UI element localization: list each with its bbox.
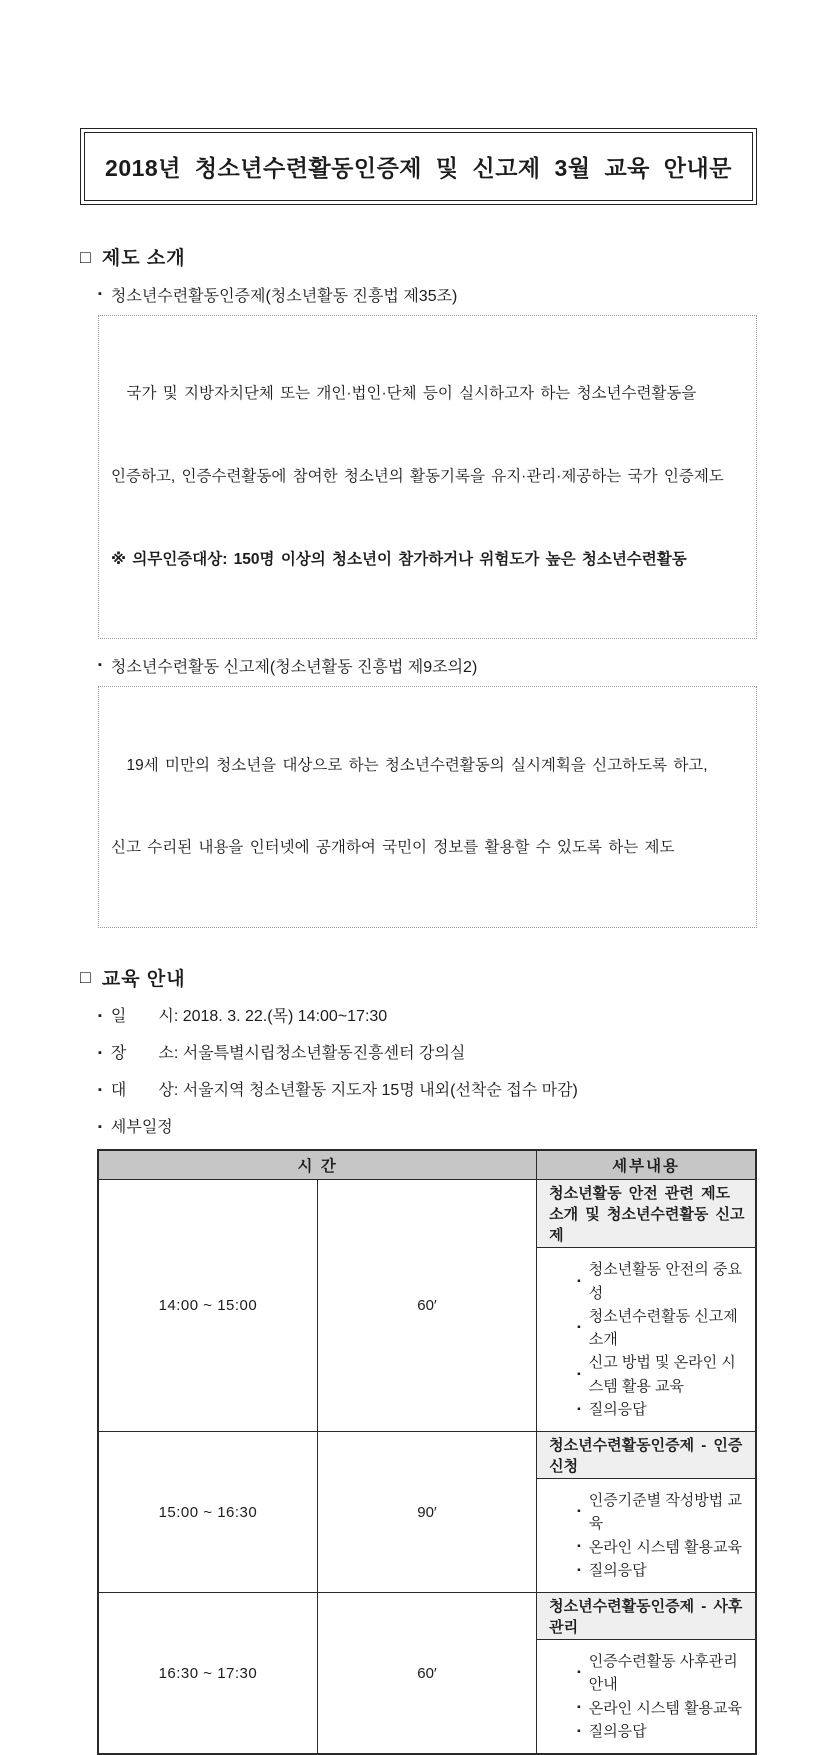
schedule-item-text: 질의응답 [588,1400,647,1418]
intro-section-heading-label: 제도 소개 [101,248,186,269]
title-box-inner [84,132,753,201]
document-title: 2018년 청소년수련활동인증제 및 신고제 3월 교육 안내문 [105,155,732,181]
square-bullet-icon: ▪ [577,1403,581,1415]
schedule-item [577,1305,749,1352]
schedule-item [577,1720,749,1743]
schedule-item-text: 청소년활동 안전의 중요성 [588,1261,742,1302]
info-box-line: 19세 미만의 청소년을 대상으로 하는 청소년수련활동의 실시계획을 신고하도록 하고, [111,756,708,774]
schedule-header-content: 세부내용 [537,1150,756,1180]
square-bullet-icon: ▪ [577,1322,581,1334]
education-detail-text: 장 소: 서울특별시립청소년활동진흥센터 강의실 [110,1044,466,1062]
education-detail-place [98,1040,757,1068]
square-bullet-icon: ▪ [577,1702,581,1714]
intro-item1-info-box [98,315,757,639]
square-bullet-icon: ▪ [577,1275,581,1287]
square-bullet-icon: ▪ [98,659,102,672]
schedule-row-3-content [537,1640,756,1755]
schedule-item-text: 온라인 시스템 활용교육 [588,1699,742,1717]
square-bullet-icon: ▪ [98,1084,102,1097]
education-section-heading-label: 교육 안내 [101,968,186,990]
schedule-row-1-title: 청소년활동 안전 관련 제도 소개 및 청소년수련활동 신고제 [537,1180,756,1248]
title-box [80,128,757,205]
schedule-item [577,1650,749,1697]
square-bullet-icon: ▪ [577,1725,581,1737]
intro-item2-label-line [98,654,757,677]
square-bullet-icon: ▪ [577,1541,581,1553]
info-box-line: 국가 및 지방자치단체 또는 개인·법인·단체 등이 실시하고자 하는 청소년수련활동을 [111,385,697,403]
schedule-item [577,1398,749,1421]
schedule-header-row [98,1150,756,1180]
schedule-row-3 [98,1593,756,1640]
square-bullet-icon: ▪ [98,288,102,300]
square-bullet-icon: ▪ [577,1506,581,1518]
education-detail-schedule-label [98,1114,757,1142]
info-box-line: 인증하고, 인증수련활동에 참여한 청소년의 활동기록을 유지·관리·제공하는 국가 인증제도 [111,467,724,485]
schedule-row-2 [98,1432,756,1479]
schedule-item-text: 질의응답 [588,1722,647,1740]
education-detail-text: 일 시: 2018. 3. 22.(목) 14:00~17:30 [110,1007,388,1025]
schedule-row-2-content [537,1479,756,1593]
square-bullet-icon: ▪ [98,1010,102,1023]
schedule-item [577,1559,749,1582]
schedule-item-text: 청소년수련활동 신고제 소개 [588,1307,738,1349]
schedule-item [577,1697,749,1720]
info-box-line: 신고 수리된 내용을 인터넷에 공개하여 국민이 정보를 활용할 수 있도록 하는 제도 [111,839,675,857]
square-bullet-icon: ▪ [577,1667,581,1679]
schedule-item-text: 온라인 시스템 활용교육 [588,1538,742,1556]
square-bullet-icon: ▪ [98,1121,102,1134]
schedule-row-1-content [537,1248,756,1432]
schedule-item [577,1489,749,1536]
schedule-item [577,1351,749,1398]
schedule-row-3-time: 16:30 ~ 17:30 [98,1593,317,1755]
schedule-row-2-time: 15:00 ~ 16:30 [98,1432,317,1593]
education-detail-text: 대 상: 서울지역 청소년활동 지도자 15명 내외(선착순 접수 마감) [110,1081,578,1099]
schedule-item-text: 신고 방법 및 온라인 시스템 활용 교육 [588,1354,736,1395]
section-square-icon: □ [80,246,92,267]
schedule-row-3-duration: 60′ [317,1593,536,1755]
schedule-item [577,1258,749,1305]
education-detail-target [98,1077,757,1105]
intro-item2-label: 청소년수련활동 신고제(청소년활동 진흥법 제9조의2) [110,659,478,677]
square-bullet-icon: ▪ [98,1047,102,1060]
square-bullet-icon: ▪ [577,1368,581,1380]
schedule-item-text: 인증기준별 작성방법 교육 [588,1492,742,1533]
schedule-table [97,1149,757,1755]
info-box-note-line: ※ 의무인증대상: 150명 이상의 청소년이 참가하거나 위험도가 높은 청소년수련활동 [111,550,687,568]
schedule-row-2-title: 청소년수련활동인증제 - 인증신청 [537,1432,756,1479]
schedule-row-2-duration: 90′ [317,1432,536,1593]
square-bullet-icon: ▪ [577,1564,581,1576]
schedule-header-time: 시 간 [98,1150,537,1180]
intro-item2-info-box [98,686,757,928]
schedule-item-text: 질의응답 [588,1561,647,1579]
schedule-row-1 [98,1180,756,1248]
section-square-icon: □ [80,967,92,988]
schedule-row-1-time: 14:00 ~ 15:00 [98,1180,317,1432]
intro-item1-label: 청소년수련활동인증제(청소년활동 진흥법 제35조) [110,288,458,305]
education-section-heading [80,964,757,991]
schedule-row-1-duration: 60′ [317,1180,536,1432]
education-detail-datetime [98,1003,757,1031]
schedule-item [577,1536,749,1559]
schedule-item-text: 인증수련활동 사후관리 안내 [588,1653,738,1694]
intro-section-heading [80,243,757,270]
education-detail-text: 세부일정 [110,1118,173,1136]
intro-item1-label-line [98,283,757,306]
schedule-row-3-title: 청소년수련활동인증제 - 사후관리 [537,1593,756,1640]
